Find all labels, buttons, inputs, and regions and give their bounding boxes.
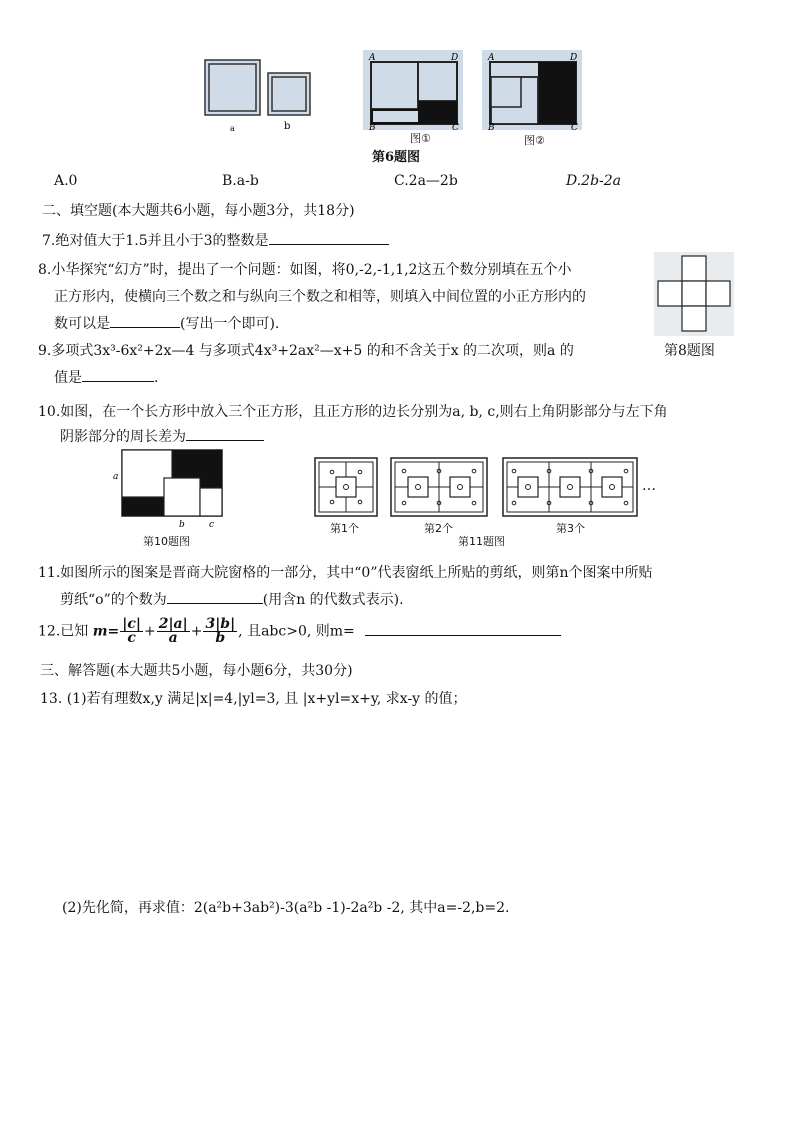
q12-suffix: , 且abc>0, 则m= <box>238 623 355 640</box>
q7-answer-blank[interactable] <box>269 230 389 245</box>
q8-magic-cross-figure <box>654 252 734 336</box>
q11-pattern-3 <box>502 457 638 517</box>
fraction-a <box>157 618 190 645</box>
vertex-C: C <box>452 123 459 130</box>
q6-option-c: C.2a—2b <box>394 173 458 189</box>
numerator: |c| <box>122 616 141 632</box>
fraction-b <box>203 618 237 645</box>
vertex-D: D <box>451 53 459 63</box>
q11-ellipsis: … <box>642 478 656 494</box>
q8-line-2: 正方形内，使横向三个数之和与纵向三个数之和相等，则填入中间位置的小正方形内的 <box>54 289 586 305</box>
cell-left <box>658 281 682 306</box>
q12-m-eq: m= <box>92 623 120 640</box>
q11-line-1: 11.如图所示的图案是晋商大院窗格的一部分，其中“0”代表窗纸上所贴的剪纸，则第n个图案中所贴 <box>38 565 653 581</box>
square-a-inner <box>209 64 256 111</box>
vertex-C: C <box>571 123 578 130</box>
label-b: b <box>284 121 291 132</box>
q11-caption-2: 第2个 <box>424 522 453 535</box>
section-3-title: 三、解答题(本大题共5小题，每小题6分，共30分) <box>40 663 353 679</box>
label-c: c <box>209 520 215 530</box>
q10-line-1: 10.如图，在一个长方形中放入三个正方形，且正方形的边长分别为a, b, c,则右上角阴影部分与左下角 <box>38 404 668 420</box>
vertex-B: B <box>488 123 495 130</box>
q11-line-2 <box>60 589 404 609</box>
q8-line-1: 8.小华探究“幻方”时，提出了一个问题：如图，将0,-2,-1,1,2这五个数分别填在五个小 <box>38 262 572 278</box>
center-square <box>518 477 538 497</box>
q6-figure-1 <box>363 50 463 130</box>
shaded-region-top <box>418 101 457 109</box>
q11-pattern-1 <box>314 457 378 517</box>
q11-answer-blank[interactable] <box>167 589 263 604</box>
q6-figure-2 <box>482 50 582 130</box>
center-square <box>336 477 356 497</box>
vertex-A: A <box>488 53 495 63</box>
q6-figure-title: 第6题图 <box>372 150 421 165</box>
q12-answer-blank[interactable] <box>365 621 561 636</box>
fig1-caption: 图① <box>410 132 431 145</box>
q11-stem: 剪纸“o”的个数为 <box>60 592 167 608</box>
q12-prefix: 12.已知 <box>38 623 89 640</box>
square-b-placed <box>491 77 521 107</box>
q13-part-2: (2)先化简，再求值：2(a²b+3ab²)-3(a²b -1)-2a²b -2, 其中a=-2,b=2. <box>62 900 510 916</box>
q10-figure-title: 第10题图 <box>143 535 190 548</box>
q7-stem: 7.绝对值大于1.5并且小于3的整数是 <box>42 233 269 249</box>
denominator: a <box>168 630 178 646</box>
fig2-caption: 图② <box>524 134 545 147</box>
q8-stem: 数可以是 <box>54 316 110 332</box>
q10-answer-blank[interactable] <box>186 426 264 441</box>
vertex-A: A <box>369 53 376 63</box>
denominator: b <box>215 630 226 646</box>
q6-option-d: D.2b-2a <box>566 173 622 189</box>
q12-line <box>38 618 561 645</box>
cell-bottom <box>682 306 706 331</box>
center-square <box>560 477 580 497</box>
square-b <box>164 478 200 516</box>
q9-answer-blank[interactable] <box>82 367 154 382</box>
q10-figure <box>110 448 230 532</box>
label-b: b <box>179 520 185 530</box>
vertex-D: D <box>570 53 578 63</box>
q11-suffix: (用含n 的代数式表示). <box>262 592 404 608</box>
square-b-inner <box>272 77 306 111</box>
numerator: 2|a| <box>158 616 188 632</box>
q6-option-b: B.a-b <box>222 173 259 189</box>
q9-stem: 值是 <box>54 370 82 386</box>
section-2-title: 二、填空题(本大题共6小题，每小题3分，共18分) <box>42 203 355 219</box>
q13-part-1: 13. (1)若有理数x,y 满足|x|=4,|yl=3, 且 |x+yl=x+y, 求x-y 的值； <box>40 691 467 707</box>
cell-right <box>706 281 730 306</box>
plus-sign: + <box>190 623 203 640</box>
q8-line-3 <box>54 313 279 333</box>
q11-pattern-2 <box>390 457 488 517</box>
label-a: a <box>113 472 119 482</box>
q7-text <box>42 230 389 250</box>
center-square <box>408 477 428 497</box>
q6-option-a: A.0 <box>54 173 78 189</box>
square-c <box>200 488 222 516</box>
q11-figure-title: 第11题图 <box>458 535 505 548</box>
q9-suffix: . <box>154 370 159 386</box>
q8-answer-blank[interactable] <box>110 313 180 328</box>
shaded-bottom-left <box>122 497 164 516</box>
q6-square-figures <box>200 55 320 135</box>
label-a: a <box>230 124 235 133</box>
q10-line-2 <box>60 426 264 446</box>
shaded-right <box>538 62 576 124</box>
q11-caption-1: 第1个 <box>330 522 359 535</box>
q10-stem: 阴影部分的周长差为 <box>60 429 186 445</box>
vertex-B: B <box>369 123 376 130</box>
cell-center <box>682 281 706 306</box>
q11-caption-3: 第3个 <box>556 522 585 535</box>
fraction-c <box>120 618 143 645</box>
q8-figure-title: 第8题图 <box>664 343 715 359</box>
q8-suffix: (写出一个即可). <box>180 316 280 332</box>
center-square <box>450 477 470 497</box>
center-square <box>602 477 622 497</box>
cell-top <box>682 256 706 281</box>
q9-line-1: 9.多项式3x³-6x²+2x—4 与多项式4x³+2ax²—x+5 的和不含关于x 的二次项，则a 的 <box>38 343 574 359</box>
q9-line-2 <box>54 367 158 387</box>
plus-sign: + <box>143 623 156 640</box>
denominator: c <box>127 630 136 646</box>
numerator: 3|b| <box>205 616 236 632</box>
unshaded-strip <box>373 111 418 122</box>
